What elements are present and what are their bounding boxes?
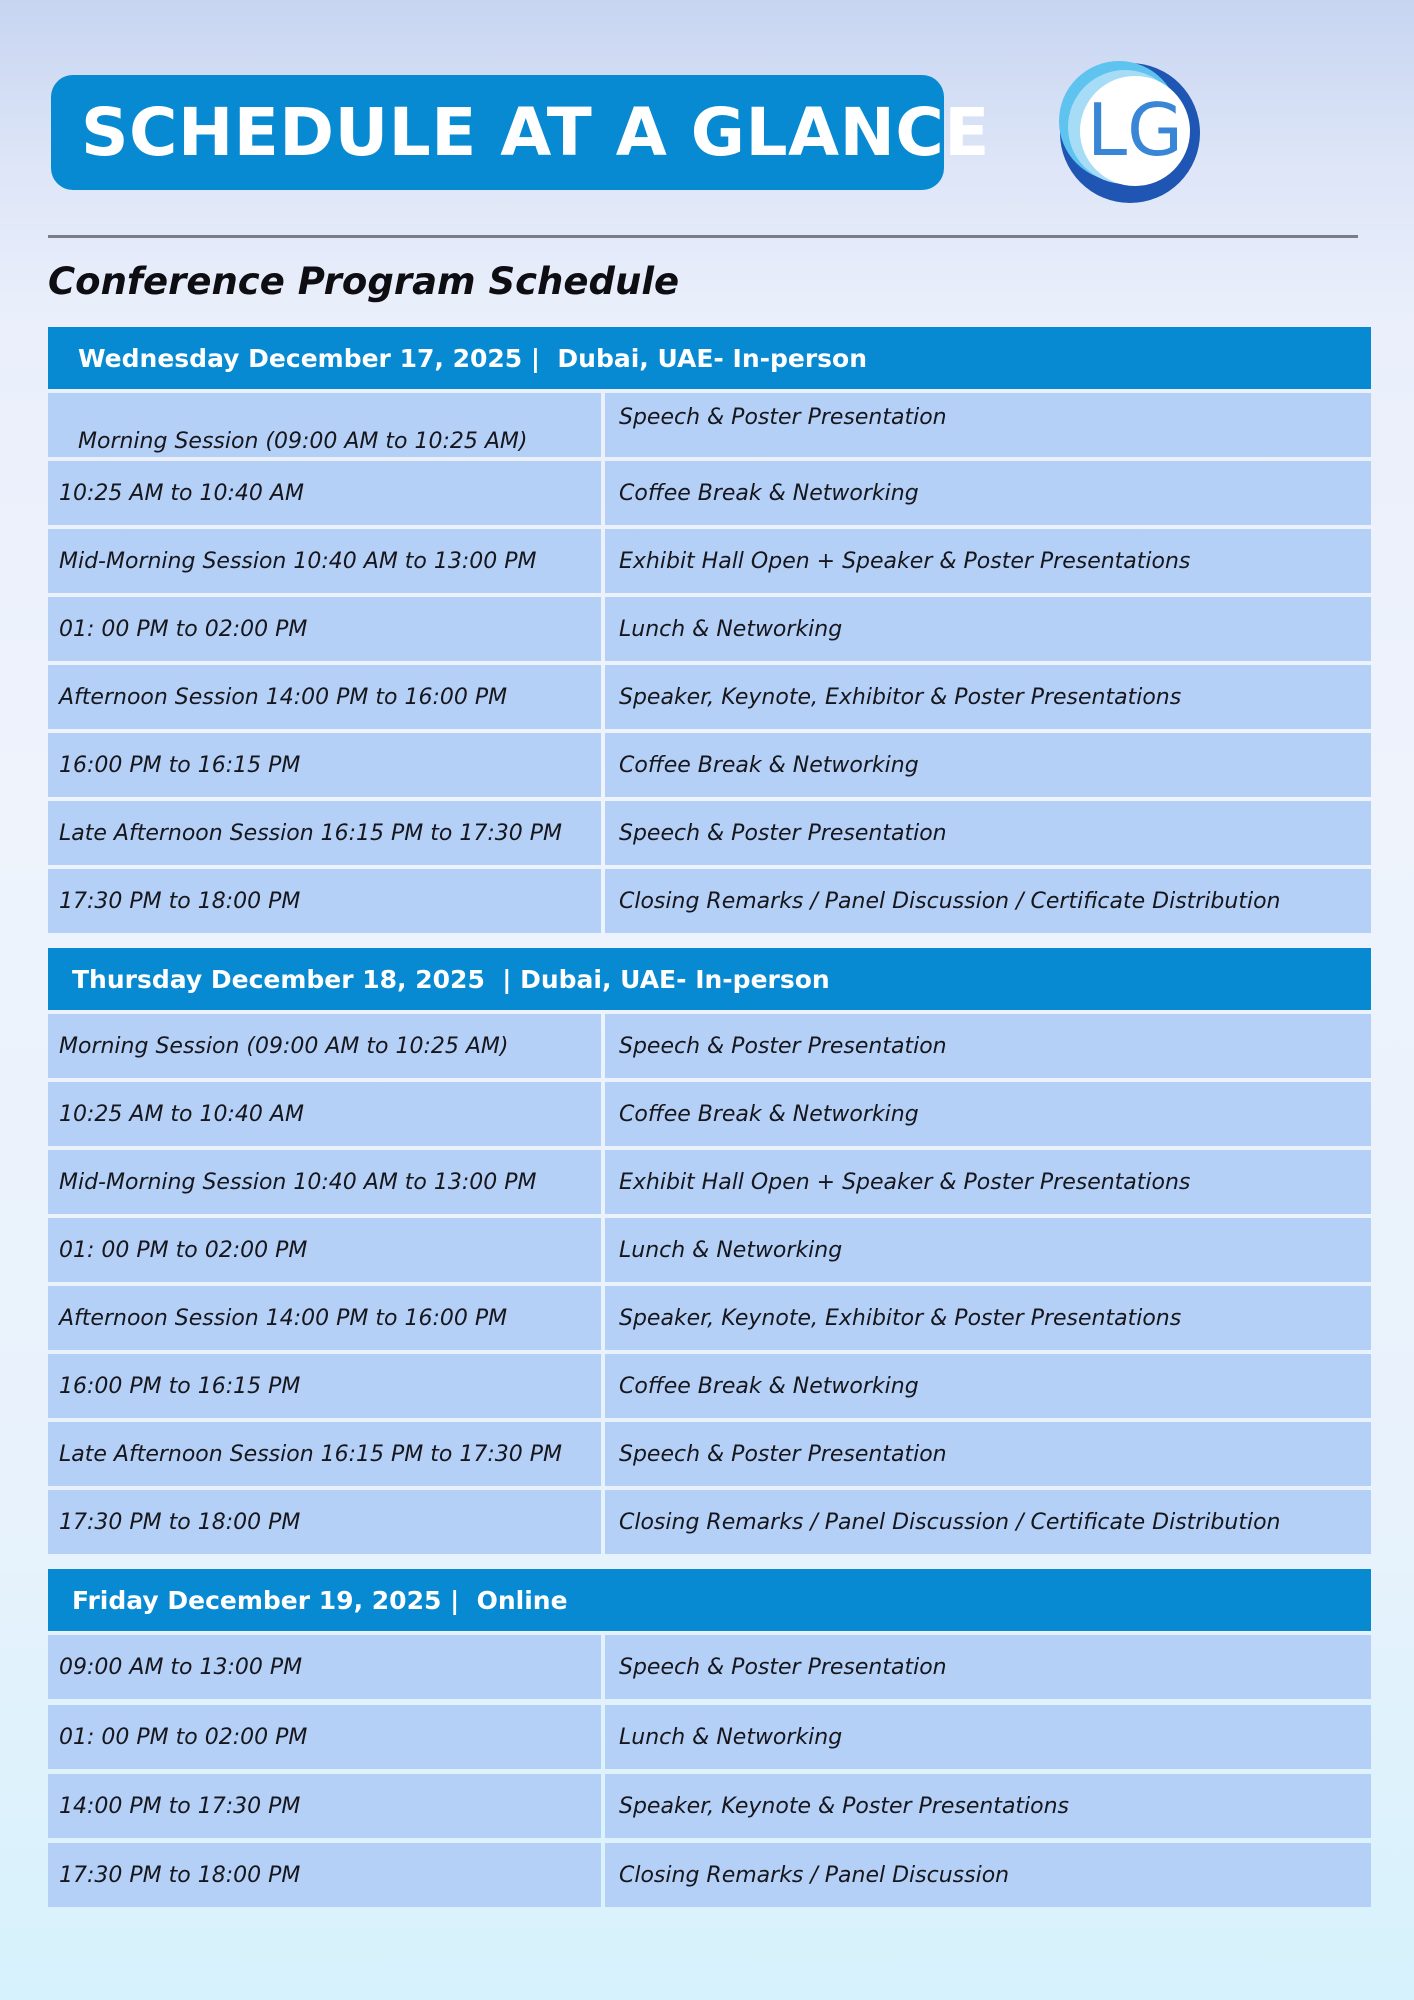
time-cell: 17:30 PM to 18:00 PM — [48, 1843, 601, 1907]
table-row — [48, 1705, 1371, 1769]
table-row — [48, 1635, 1371, 1699]
activity-cell: Speech & Poster Presentation — [605, 1422, 1371, 1486]
logo-text: LG — [1087, 88, 1183, 172]
time-cell: Late Afternoon Session 16:15 PM to 17:30 PM — [48, 1422, 601, 1486]
table-row — [48, 1422, 1371, 1486]
activity-cell: Exhibit Hall Open + Speaker & Poster Presentations — [605, 1150, 1371, 1214]
activity-cell: Speech & Poster Presentation — [605, 801, 1371, 865]
table-row — [48, 1490, 1371, 1554]
time-cell: 10:25 AM to 10:40 AM — [48, 1082, 601, 1146]
table-row — [48, 529, 1371, 593]
table-row — [48, 733, 1371, 797]
time-cell: Afternoon Session 14:00 PM to 16:00 PM — [48, 665, 601, 729]
table-row — [48, 461, 1371, 525]
activity-cell: Coffee Break & Networking — [605, 733, 1371, 797]
time-cell: 01: 00 PM to 02:00 PM — [48, 597, 601, 661]
day-header-wednesday: Wednesday December 17, 2025 | Dubai, UAE- In-person — [48, 327, 1371, 389]
table-row — [48, 869, 1371, 933]
activity-cell: Exhibit Hall Open + Speaker & Poster Presentations — [605, 529, 1371, 593]
time-cell: 01: 00 PM to 02:00 PM — [48, 1705, 601, 1769]
activity-cell: Speaker, Keynote, Exhibitor & Poster Presentations — [605, 665, 1371, 729]
time-cell: 01: 00 PM to 02:00 PM — [48, 1218, 601, 1282]
activity-cell: Coffee Break & Networking — [605, 461, 1371, 525]
time-cell: 16:00 PM to 16:15 PM — [48, 733, 601, 797]
day-header-thursday: Thursday December 18, 2025 | Dubai, UAE- In-person — [48, 948, 1371, 1010]
activity-cell: Speaker, Keynote, Exhibitor & Poster Presentations — [605, 1286, 1371, 1350]
activity-cell: Speech & Poster Presentation — [605, 393, 1371, 457]
lg-logo-icon — [1055, 55, 1205, 205]
activity-cell: Closing Remarks / Panel Discussion / Certificate Distribution — [605, 869, 1371, 933]
table-row — [48, 1843, 1371, 1907]
time-cell: 10:25 AM to 10:40 AM — [48, 461, 601, 525]
time-cell: Afternoon Session 14:00 PM to 16:00 PM — [48, 1286, 601, 1350]
time-cell: 09:00 AM to 13:00 PM — [48, 1635, 601, 1699]
table-row — [48, 1286, 1371, 1350]
schedule-subtitle: Conference Program Schedule — [48, 260, 680, 303]
activity-cell: Speaker, Keynote & Poster Presentations — [605, 1774, 1371, 1838]
time-cell: Mid-Morning Session 10:40 AM to 13:00 PM — [48, 1150, 601, 1214]
activity-cell: Coffee Break & Networking — [605, 1082, 1371, 1146]
time-cell: 17:30 PM to 18:00 PM — [48, 1490, 601, 1554]
day-header-friday: Friday December 19, 2025 | Online — [48, 1569, 1371, 1631]
table-row — [48, 1014, 1371, 1078]
activity-cell: Lunch & Networking — [605, 1705, 1371, 1769]
lg-logo — [1055, 55, 1205, 205]
title-banner — [51, 75, 990, 190]
header-divider — [48, 235, 1358, 238]
table-row — [48, 1354, 1371, 1418]
activity-cell: Closing Remarks / Panel Discussion / Certificate Distribution — [605, 1490, 1371, 1554]
time-cell: Morning Session (09:00 AM to 10:25 AM) — [48, 1014, 601, 1078]
table-row — [48, 801, 1371, 865]
table-row — [48, 665, 1371, 729]
time-cell: Late Afternoon Session 16:15 PM to 17:30 PM — [48, 801, 601, 865]
activity-cell: Coffee Break & Networking — [605, 1354, 1371, 1418]
table-row — [48, 597, 1371, 661]
time-cell: 16:00 PM to 16:15 PM — [48, 1354, 601, 1418]
time-cell: 17:30 PM to 18:00 PM — [48, 869, 601, 933]
activity-cell: Speech & Poster Presentation — [605, 1635, 1371, 1699]
time-cell: Morning Session (09:00 AM to 10:25 AM) — [48, 393, 601, 457]
table-row — [48, 393, 1371, 457]
table-row — [48, 1774, 1371, 1838]
page-title: SCHEDULE AT A GLANCE — [81, 94, 990, 171]
activity-cell: Lunch & Networking — [605, 1218, 1371, 1282]
table-row — [48, 1218, 1371, 1282]
activity-cell: Speech & Poster Presentation — [605, 1014, 1371, 1078]
table-row — [48, 1082, 1371, 1146]
table-row — [48, 1150, 1371, 1214]
activity-cell: Lunch & Networking — [605, 597, 1371, 661]
time-cell: Mid-Morning Session 10:40 AM to 13:00 PM — [48, 529, 601, 593]
activity-cell: Closing Remarks / Panel Discussion — [605, 1843, 1371, 1907]
time-cell: 14:00 PM to 17:30 PM — [48, 1774, 601, 1838]
